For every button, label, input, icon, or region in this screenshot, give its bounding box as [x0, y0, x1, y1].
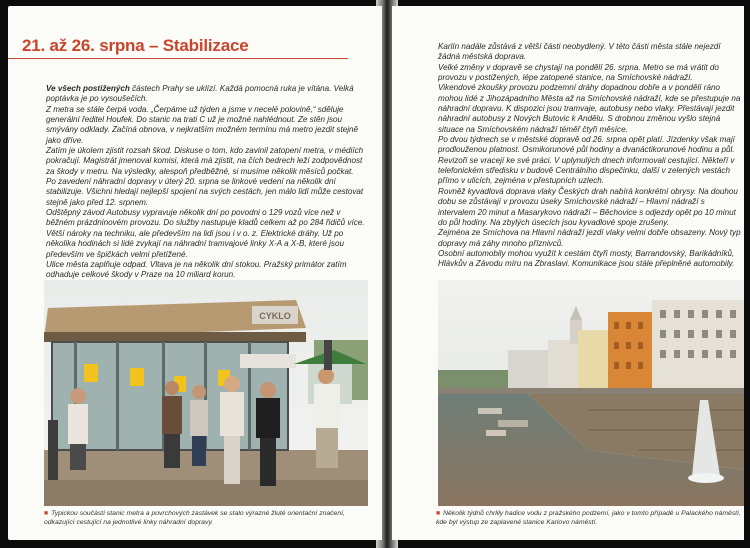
- paragraph: Vikendové zkoušky provozu podzemní dráhy dopadnou dobře a v pondělí ráno mohou lidé z Jihozápadního Města až na Smíchovské nádraží, kde se přestupuje na náhradní dopravu. K dispozici jsou tramvaje, autobusy nebo vlaky. Přestávají jezdit náhradní autobusy z Nových Butovic k Andělu. S drobnou změnou vyšlo stejná situace na Smíchovském nádraží téměř čtyři měsíce.: [438, 83, 741, 134]
- right-page: [392, 6, 744, 540]
- lead-bold-text: Ve všech postižených: [46, 84, 130, 93]
- left-photo-caption: ■ Typickou součástí stanic metra a povrchových zastávek se stalo výrazné žluté orientační značení, odkazující cestující na jednotlivé linky náhradní dopravy.: [44, 510, 345, 526]
- paragraph: Odštěpný závod Autobusy vypravuje několik dní po povodni o 129 vozů více než v běžném prázdninovém provozu. Do služby nastupuje kladů celkem až po 284 řidičů více. Větší nároky na techniku, ale především na lidi jsou i v o. z. Elektrické dráhy. Už po několika hodinách si lidé zvykají na náhradní tramvajové linky X-A a X-B, které jsou především ve špičkách velmi přetížené.: [46, 208, 365, 259]
- paragraph: Ulice města zaplňuje odpad. Vltava je na několik dní stokou. Pražský primátor zatím odhaduje celkové škody v Praze na 10 miliard korun.: [46, 259, 347, 280]
- right-body-text: [438, 42, 744, 270]
- paragraph: Zejména ze Smíchova na Hlavní nádraží jezdí vlaky velmi dobře obsazeny. Nový typ dopravy má záhy mnoho příznivců.: [438, 228, 741, 248]
- paragraph: Z metra se stále čerpá voda. „Čerpáme už týden a jsme v necelé polovině,“ sděluje generální ředitel Houfek. Do stanic na trati C už je možné nahlédnout. Ze stěn jsou smývány odklady. Začíná obnova, v nejkratším možném termínu má metro jezdit stejně jako dříve.: [46, 104, 359, 145]
- paragraph: Osobní automobily mohou využít k cestám čtyři mosty, Barrandovský, Barikádníků, Hlávkův a Závodu míru na Zbraslavi. Komunikace jsou stále přeplněné automobily.: [438, 248, 735, 269]
- paragraph: Rovněž kyvadlová doprava vlaky Českých drah nabírá konkrétní obrysy. Na douhou dobu se zůstávají v provozu úseky Smíchovské nádraží – Hlavní nádraží s intervalem 20 minut a Masarykovo nádraží – Běchovice s odjezdy opět po 10 minut do půl hodiny. Na zbylých úsecích jsou kyvadlové spoje zrušeny.: [438, 186, 738, 227]
- tram-stop-photo: [44, 280, 368, 506]
- caption-marker-icon: ■: [44, 510, 49, 517]
- left-body-text: [46, 84, 368, 281]
- paragraph: Zatím je úkolem zjistit rozsah škod. Diskuse o tom, kdo zavinil zatopení metra, v médiích pokračují. Magistrát jmenoval komisi, která má zjistit, na čích bedrech leží zodpovědnost za škody v metru. Na výsledky, alespoň předběžné, si musíme několik měsíců počkat.: [46, 146, 364, 176]
- page-heading: 21. až 26. srpna – Stabilizace: [22, 36, 249, 55]
- paragraph: Ve všech postižených částech Prahy se uklízí. Každá pomocná ruka je vítána. Velká poptávka je po vysoušečích.: [46, 84, 354, 104]
- caption-marker-icon: ■: [436, 510, 441, 517]
- right-photo-caption: ■ Několik týdnů chrlily hadice vodu z pražského podzemí, jako v tomto případě u Palackého náměstí, kde byl výstup ze zaplavené stanice Karlovo náměstí.: [436, 510, 741, 526]
- left-page: [8, 6, 382, 540]
- heading-rule: [8, 58, 348, 59]
- paragraph: Karlín nadále zůstává z větší části neobydlený. V této části města stále nejezdí žádná městská doprava.: [438, 42, 721, 62]
- paragraph: Velké změny v dopravě se chystají na pondělí 26. srpna. Metro se má vrátit do provozu v postižených, lépe zatopené stanice, na Smíchovské nádraží.: [438, 62, 719, 83]
- paragraph: Po zavedení náhradní dopravy v úterý 20. srpna se linkové vedení na několik dní stabilizuje. Všichni hledají nejlepší spojení na svých cestách, jen málo lidí může cestovat stejně jako před 12. srpnem.: [46, 177, 364, 207]
- riverbank-photo: [438, 280, 744, 506]
- paragraph: Revizoři se vracejí ke své práci. V uplynulých dnech informovali cestující. Někteří v telefonickém středisku v budově Centrálního dispečinku, další v zelených vestách přímo v ulicích, zejména v přestupních uzlech.: [438, 155, 735, 186]
- kiosk-sign: CYKLO: [259, 311, 291, 321]
- paragraph: Po dvou týdnech se v městské dopravě od 26. srpna opět platí. Jízdenky však mají prodlouženou platnost. Osmikorunové půl hodiny a dvanáctikorunové hodinu a půl.: [438, 135, 735, 155]
